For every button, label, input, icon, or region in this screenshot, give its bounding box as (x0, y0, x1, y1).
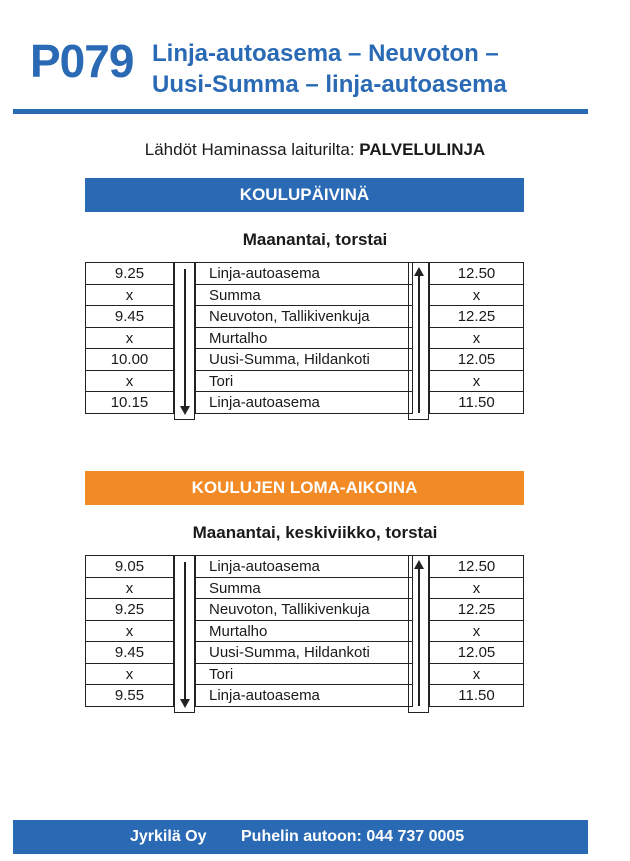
stop-cell: Summa (195, 577, 413, 600)
route-code: P079 (30, 35, 134, 87)
time-cell: x (429, 663, 524, 686)
time-cell: 10.15 (85, 391, 174, 414)
footer (13, 820, 588, 854)
time-cell: x (85, 577, 174, 600)
stop-cell: Linja-autoasema (195, 555, 413, 578)
banner-school-days: KOULUPÄIVINÄ (85, 178, 524, 212)
time-cell: 12.05 (429, 641, 524, 664)
banner-school-holidays: KOULUJEN LOMA-AIKOINA (85, 471, 524, 505)
time-cell: x (429, 620, 524, 643)
timetable-holiday (85, 555, 524, 713)
stop-cell: Linja-autoasema (195, 262, 413, 285)
return-times (429, 555, 524, 713)
time-cell: 9.45 (85, 305, 174, 328)
stop-names (195, 555, 413, 713)
time-cell: 11.50 (429, 684, 524, 707)
outbound-times (85, 262, 174, 420)
timetable-school (85, 262, 524, 420)
outbound-times (85, 555, 174, 713)
stop-cell: Uusi-Summa, Hildankoti (195, 641, 413, 664)
time-cell: x (85, 284, 174, 307)
stop-cell: Neuvoton, Tallikivenkuja (195, 598, 413, 621)
route-title-line1: Linja-autoasema – Neuvoton – (152, 40, 499, 67)
time-cell: 12.05 (429, 348, 524, 371)
days-school: Maanantai, torstai (242, 230, 388, 249)
stop-cell: Murtalho (195, 620, 413, 643)
arrow-down-icon (174, 555, 195, 713)
time-cell: 12.25 (429, 598, 524, 621)
stop-cell: Tori (195, 663, 413, 686)
time-cell: 9.45 (85, 641, 174, 664)
time-cell: x (85, 663, 174, 686)
time-cell: 9.55 (85, 684, 174, 707)
time-cell: 10.00 (85, 348, 174, 371)
time-cell: 12.50 (429, 262, 524, 285)
stop-cell: Linja-autoasema (195, 684, 413, 707)
time-cell: x (429, 284, 524, 307)
return-times (429, 262, 524, 420)
time-cell: x (429, 370, 524, 393)
time-cell: x (429, 577, 524, 600)
footer-phone: Puhelin autoon: 044 737 0005 (241, 828, 465, 845)
stop-names (195, 262, 413, 420)
time-cell: 12.25 (429, 305, 524, 328)
time-cell: 9.25 (85, 598, 174, 621)
stop-cell: Uusi-Summa, Hildankoti (195, 348, 413, 371)
departure-platform: PALVELULINJA (359, 140, 486, 159)
time-cell: 11.50 (429, 391, 524, 414)
arrow-up-icon (408, 555, 429, 713)
stop-cell: Neuvoton, Tallikivenkuja (195, 305, 413, 328)
time-cell: x (85, 327, 174, 350)
time-cell: x (429, 327, 524, 350)
stop-cell: Murtalho (195, 327, 413, 350)
arrow-down-icon (174, 262, 195, 420)
time-cell: 12.50 (429, 555, 524, 578)
footer-company: Jyrkilä Oy (130, 828, 207, 845)
route-title-line2: Uusi-Summa – linja-autoasema (152, 71, 507, 98)
time-cell: x (85, 620, 174, 643)
time-cell: 9.25 (85, 262, 174, 285)
departure-line (0, 140, 630, 160)
stop-cell: Tori (195, 370, 413, 393)
departure-label: Lähdöt Haminassa laiturilta: (144, 140, 360, 159)
time-cell: 9.05 (85, 555, 174, 578)
days-holiday: Maanantai, keskiviikko, torstai (192, 523, 438, 542)
arrow-up-icon (408, 262, 429, 420)
stop-cell: Summa (195, 284, 413, 307)
time-cell: x (85, 370, 174, 393)
header-rule (13, 109, 588, 114)
route-title (152, 38, 507, 100)
stop-cell: Linja-autoasema (195, 391, 413, 414)
